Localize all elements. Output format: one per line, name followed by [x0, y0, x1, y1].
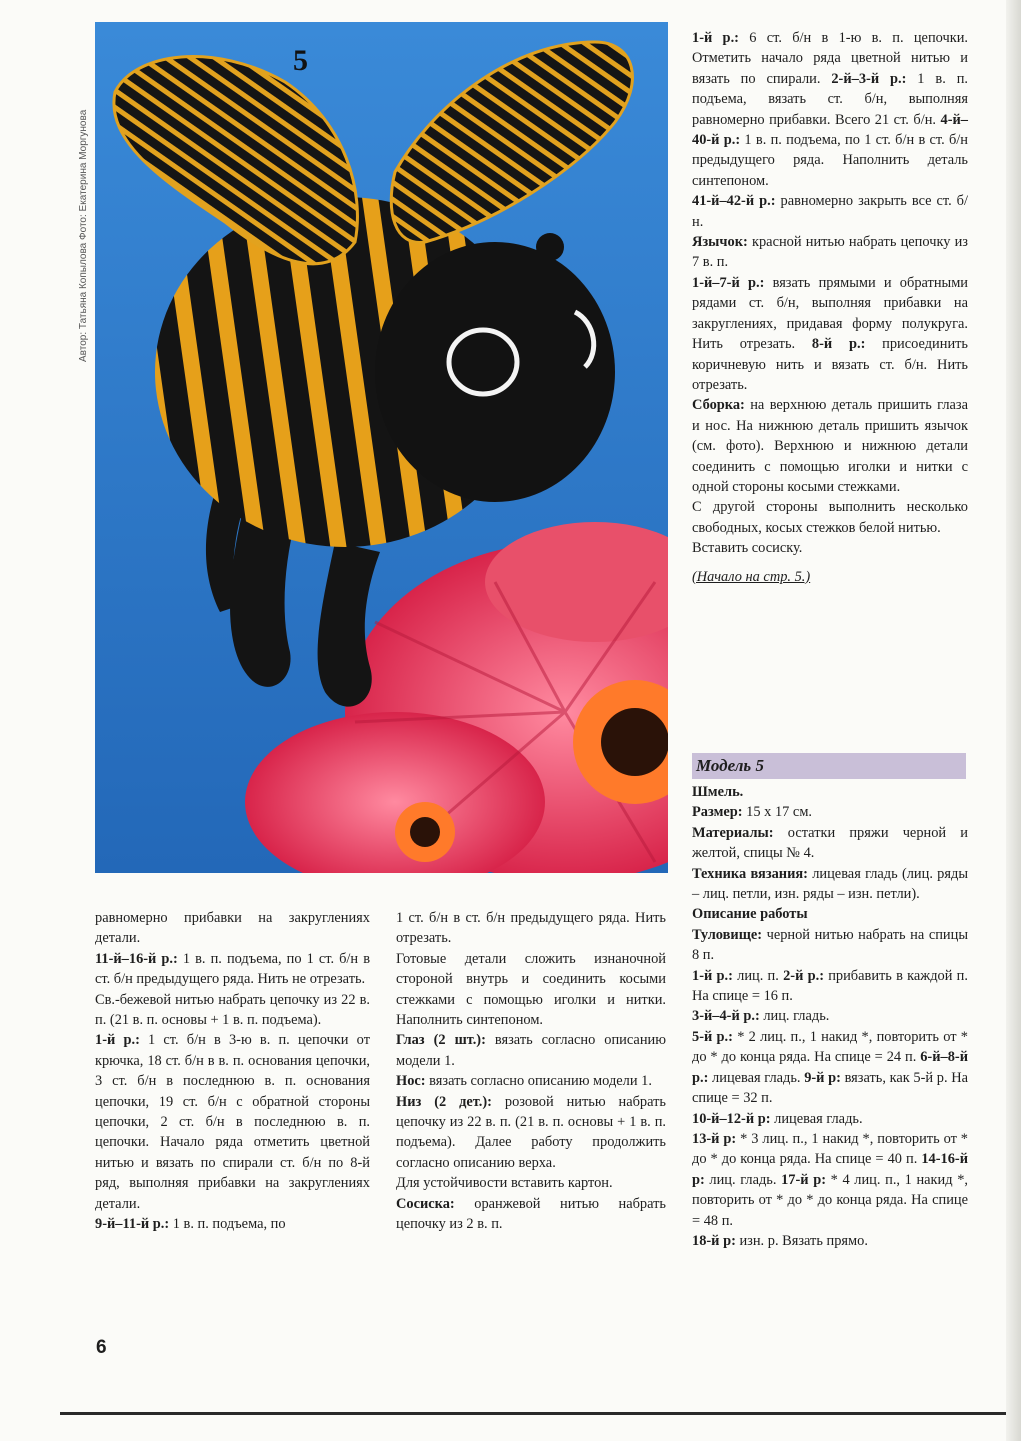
paragraph: Туловище: черной нитью набрать на спицы 8 п.	[692, 926, 968, 964]
paragraph: Сосиска: оранжевой нитью набрать цепочку из 2 в. п.	[396, 1195, 666, 1233]
paragraph: 9-й–11-й р.: 1 в. п. подъема, по	[95, 1216, 286, 1233]
bumblebee-photo	[95, 22, 668, 873]
continuation-ref: (Начало на стр. 5.)	[692, 568, 811, 585]
paragraph: 11-й–16-й р.: 1 в. п. подъема, по 1 ст. б/н в ст. б/н предыдущего ряда. Нить не отрезать.	[95, 950, 370, 988]
paragraph: 10-й–12-й р: лицевая гладь.	[692, 1110, 863, 1127]
paragraph: Нос: вязать согласно описанию модели 1.	[396, 1073, 652, 1090]
paragraph: 3-й–4-й р.: лиц. гладь.	[692, 1008, 830, 1025]
text-column-right-bottom	[692, 782, 968, 1251]
photo-credit-text: Автор: Татьяна Копылова Фото: Екатерина Моргунова	[78, 109, 89, 362]
paragraph: 13-й р: * 3 лиц. п., 1 накид *, повторить от * до * до конца ряда. На спице = 40 п. 14-16-й р: лиц. гладь. 17-й р: * 4 лиц. п., 1 накид *, повторить от * до * до конца ряда. На спице = 48 п.	[692, 1130, 969, 1229]
paragraph: Язычок: красной нитью набрать цепочку из 7 в. п.	[692, 234, 968, 271]
bee-antenna-knob	[536, 233, 564, 261]
text-column-right-top	[692, 28, 968, 587]
text-column-left	[95, 908, 370, 1235]
model-name: Шмель.	[692, 784, 744, 800]
paragraph: 1 ст. б/н в ст. б/н предыдущего ряда. Нить отрезать.	[396, 910, 666, 947]
paragraph: Глаз (2 шт.): вязать согласно описанию модели 1.	[396, 1032, 666, 1069]
paragraph: 41-й–42-й р.: равномерно закрыть все ст. б/н.	[692, 193, 968, 230]
paragraph: Для устойчивости вставить картон.	[396, 1175, 613, 1192]
bumblebee-illustration	[95, 22, 668, 873]
flower-center-inner	[601, 708, 668, 776]
photo-credit	[78, 22, 96, 362]
paragraph: С другой стороны выполнить несколько свободных, косых стежков белой нитью.	[692, 499, 968, 536]
paragraph: 1-й р.: 6 ст. б/н в 1-ю в. п. цепочки. Отметить начало ряда цветной нитью и вязать по спирали. 2-й–3-й р.: 1 в. п. подъема, вязать ст. б/н, выполняя равномерно прибавки. Всего 21 ст. б/н. 4-й–40-й р.: 1 в. п. подъема, по 1 ст. б/н в ст. б/н предыдущего ряда. Наполнить деталь синтепоном.	[692, 30, 969, 189]
materials-line: Материалы: остатки пряжи черной и желтой, спицы № 4.	[692, 824, 968, 862]
paragraph: 1-й р.: лиц. п. 2-й р.: прибавить в каждой п. На спице = 16 п.	[692, 967, 968, 1005]
page-number: 6	[96, 1337, 107, 1358]
paragraph: Сборка: на верхнюю деталь пришить глаза и нос. На нижнюю деталь пришить язычок (см. фото). Верхнюю и нижнюю детали соединить с помощью иголки и нитки с одной стороны косыми стежками.	[692, 397, 968, 495]
technique-line: Техника вязания: лицевая гладь (лиц. ряды – лиц. петли, изн. ряды – изн. петли).	[692, 865, 968, 903]
paragraph: равномерно прибавки на закруглениях детали.	[95, 910, 370, 947]
paragraph: 1-й р.: 1 ст. б/н в 3-ю в. п. цепочки от крючка, 18 ст. б/н в в. п. основания цепочки, 3 ст. б/н в последнюю в. п. основания цепочки, 19 ст. б/н с обратной стороны цепочки, 2 ст. б/н в последнюю в. п. цепочки. Начало ряда отметить цветной нитью и вязать по спирали ст. б/н по 8-й ряд, выполняя прибавки на закруглениях детали.	[95, 1032, 370, 1212]
text-column-middle	[396, 908, 666, 1235]
bee-head	[375, 242, 615, 502]
paragraph: 5-й р.: * 2 лиц. п., 1 накид *, повторить от * до * до конца ряда. На спице = 24 п. 6-й–8-й р.: лицевая гладь. 9-й р: вязать, как 5-й р. На спице = 32 п.	[692, 1028, 968, 1107]
paragraph: 18-й р: изн. р. Вязать прямо.	[692, 1232, 868, 1249]
page-edge-shadow	[1006, 0, 1021, 1441]
size-line: Размер: 15 х 17 см.	[692, 804, 813, 821]
paragraph: Готовые детали сложить изнаночной стороной внутрь и соединить косыми стежками с помощью иголки и нитки. Наполнить синтепоном.	[396, 950, 666, 1029]
model-heading: Модель 5	[696, 756, 764, 775]
model-heading-banner	[692, 753, 966, 779]
bottom-rule	[60, 1412, 1021, 1415]
paragraph: Вставить сосиску.	[692, 540, 803, 557]
paragraph: Св.-бежевой нитью набрать цепочку из 22 в. п. (21 в. п. основы + 1 в. п. подъема).	[95, 991, 370, 1029]
description-heading: Описание работы	[692, 906, 808, 923]
paragraph: 1-й–7-й р.: вязать прямыми и обратными рядами ст. б/н, выполняя прибавки на закруглениях, придавая форму полукруга. Нить отрезать. 8-й р.: присоединить коричневую нить и вязать ст. б/н. Нить отрезать.	[692, 274, 968, 393]
paragraph: Низ (2 дет.): розовой нитью набрать цепочку из 22 в. п. (21 в. п. основы + 1 в. п. подъема). Далее работу продолжить согласно описанию верха.	[396, 1093, 666, 1171]
model-number: 5	[293, 44, 308, 77]
